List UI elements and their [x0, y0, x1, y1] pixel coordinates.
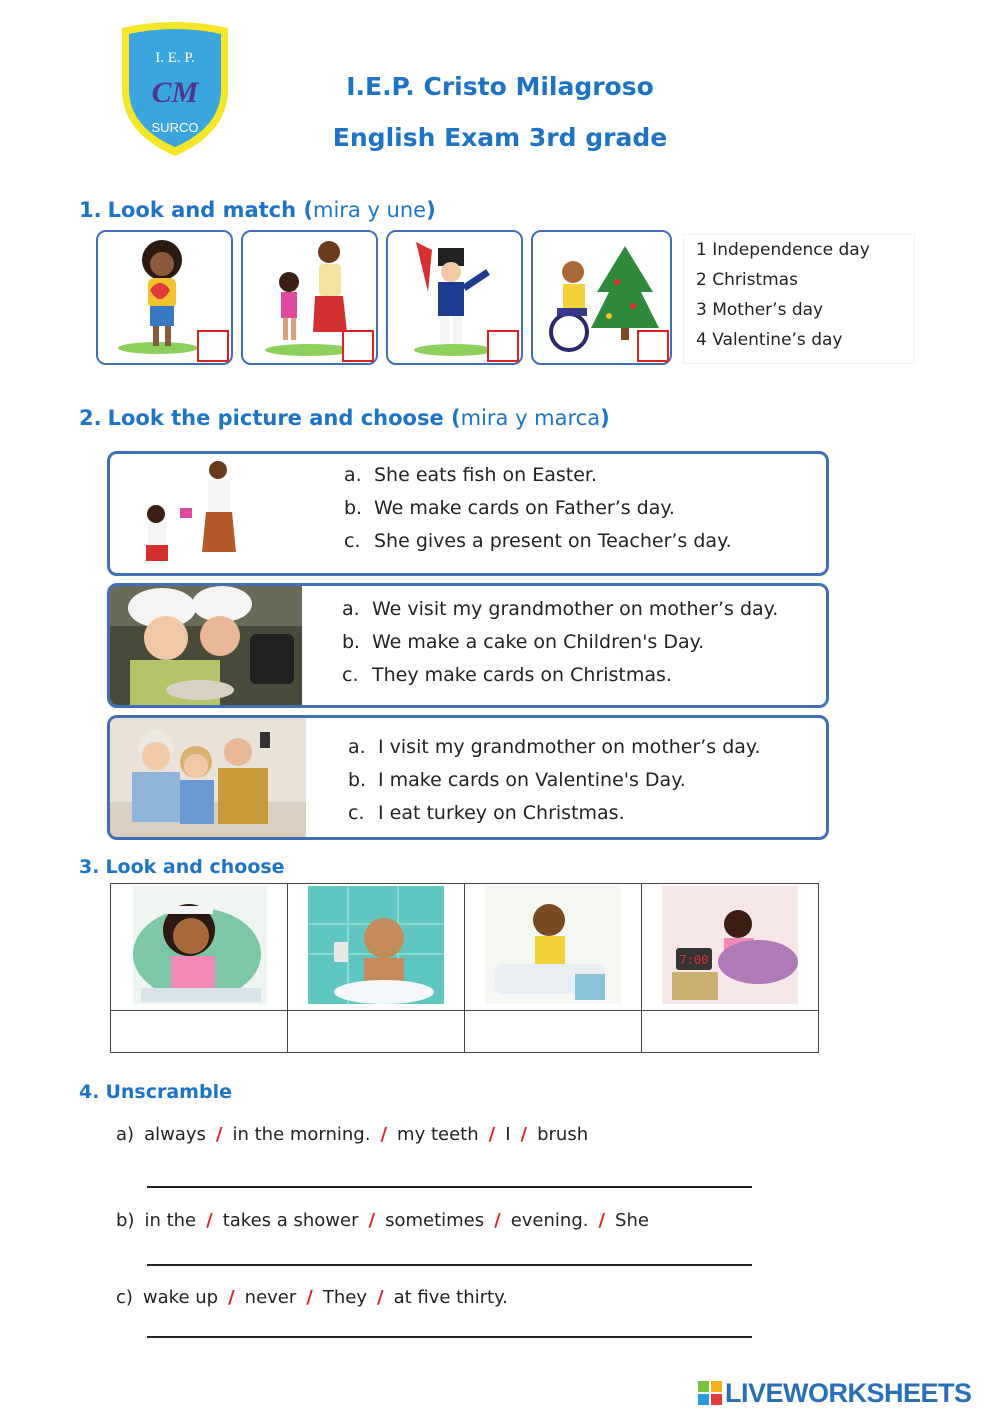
options-list — [348, 731, 761, 830]
footer-brand: LIVEWORKSHEETS — [698, 1378, 972, 1408]
unscramble-c: c) wake up / never / They / at five thirty. — [116, 1287, 508, 1308]
legend-item: 2 Christmas — [696, 270, 798, 290]
answer-box-4[interactable] — [637, 330, 669, 362]
options-list — [344, 459, 732, 558]
legend-item: 3 Mother’s day — [696, 300, 824, 320]
option-c[interactable]: c. They make cards on Christmas. — [342, 664, 672, 686]
option-a[interactable]: a. I visit my grandmother on mother’s day. — [348, 736, 761, 758]
answer-line-b[interactable] — [147, 1264, 752, 1266]
logo-monogram: CM — [151, 76, 199, 109]
answer-box-2[interactable] — [342, 330, 374, 362]
options-legend — [684, 235, 914, 363]
option-b[interactable]: b. We make a cake on Children's Day. — [342, 631, 705, 653]
cell-waking-up — [642, 884, 819, 1011]
section2-heading: 2. Look the picture and choose (mira y marca) — [79, 406, 610, 430]
cell-shower — [288, 884, 465, 1011]
picture-girl-brushing-teeth — [111, 884, 287, 1006]
picture-family-selfie — [110, 718, 306, 837]
clock-display: 7:00 — [679, 953, 709, 967]
picture-teacher-gift — [120, 456, 260, 570]
option-b[interactable]: b. I make cards on Valentine's Day. — [348, 769, 686, 791]
picture-boy-washing-face — [465, 884, 641, 1006]
answer-cell-4[interactable] — [642, 1011, 819, 1053]
legend-item: 1 Independence day — [696, 240, 870, 260]
logo-top-text: I. E. P. — [155, 50, 195, 66]
answer-cell-2[interactable] — [288, 1011, 465, 1053]
answer-line-c[interactable] — [147, 1336, 752, 1338]
answer-cell-3[interactable] — [465, 1011, 642, 1053]
option-c[interactable]: c. She gives a present on Teacher’s day. — [344, 530, 732, 552]
unscramble-a: a) always / in the morning. / my teeth / I / brush — [116, 1124, 589, 1145]
picture-girl-waking-up — [642, 884, 818, 1006]
answer-box-3[interactable] — [487, 330, 519, 362]
unscramble-b: b) in the / takes a shower / sometimes / evening. / She — [116, 1210, 649, 1231]
legend-item: 4 Valentine’s day — [696, 330, 843, 350]
answer-line-a[interactable] — [147, 1186, 752, 1188]
logo-bottom-text: SURCO — [151, 120, 199, 135]
option-c[interactable]: c. I eat turkey on Christmas. — [348, 802, 625, 824]
section1-heading: 1. Look and match (mira y une) — [79, 198, 436, 222]
question-box-3 — [107, 715, 829, 840]
liveworksheets-icon — [698, 1381, 722, 1405]
exam-title: English Exam 3rd grade — [332, 123, 668, 152]
section3-heading: 3. Look and choose — [79, 856, 285, 878]
cell-brushing-teeth — [111, 884, 288, 1011]
cell-washing-face — [465, 884, 642, 1011]
option-a[interactable]: a. She eats fish on Easter. — [344, 464, 597, 486]
section4-heading: 4. Unscramble — [79, 1081, 232, 1103]
question-box-2 — [107, 583, 829, 708]
answer-cell-1[interactable] — [111, 1011, 288, 1053]
picture-kids-baking — [110, 586, 302, 705]
routine-table — [110, 883, 819, 1053]
answer-box-1[interactable] — [197, 330, 229, 362]
options-list — [342, 593, 778, 692]
question-box-1 — [107, 451, 829, 576]
school-name: I.E.P. Cristo Milagroso — [346, 72, 654, 101]
option-a[interactable]: a. We visit my grandmother on mother’s day. — [342, 598, 779, 620]
option-b[interactable]: b. We make cards on Father’s day. — [344, 497, 675, 519]
picture-boy-shower — [288, 884, 464, 1006]
